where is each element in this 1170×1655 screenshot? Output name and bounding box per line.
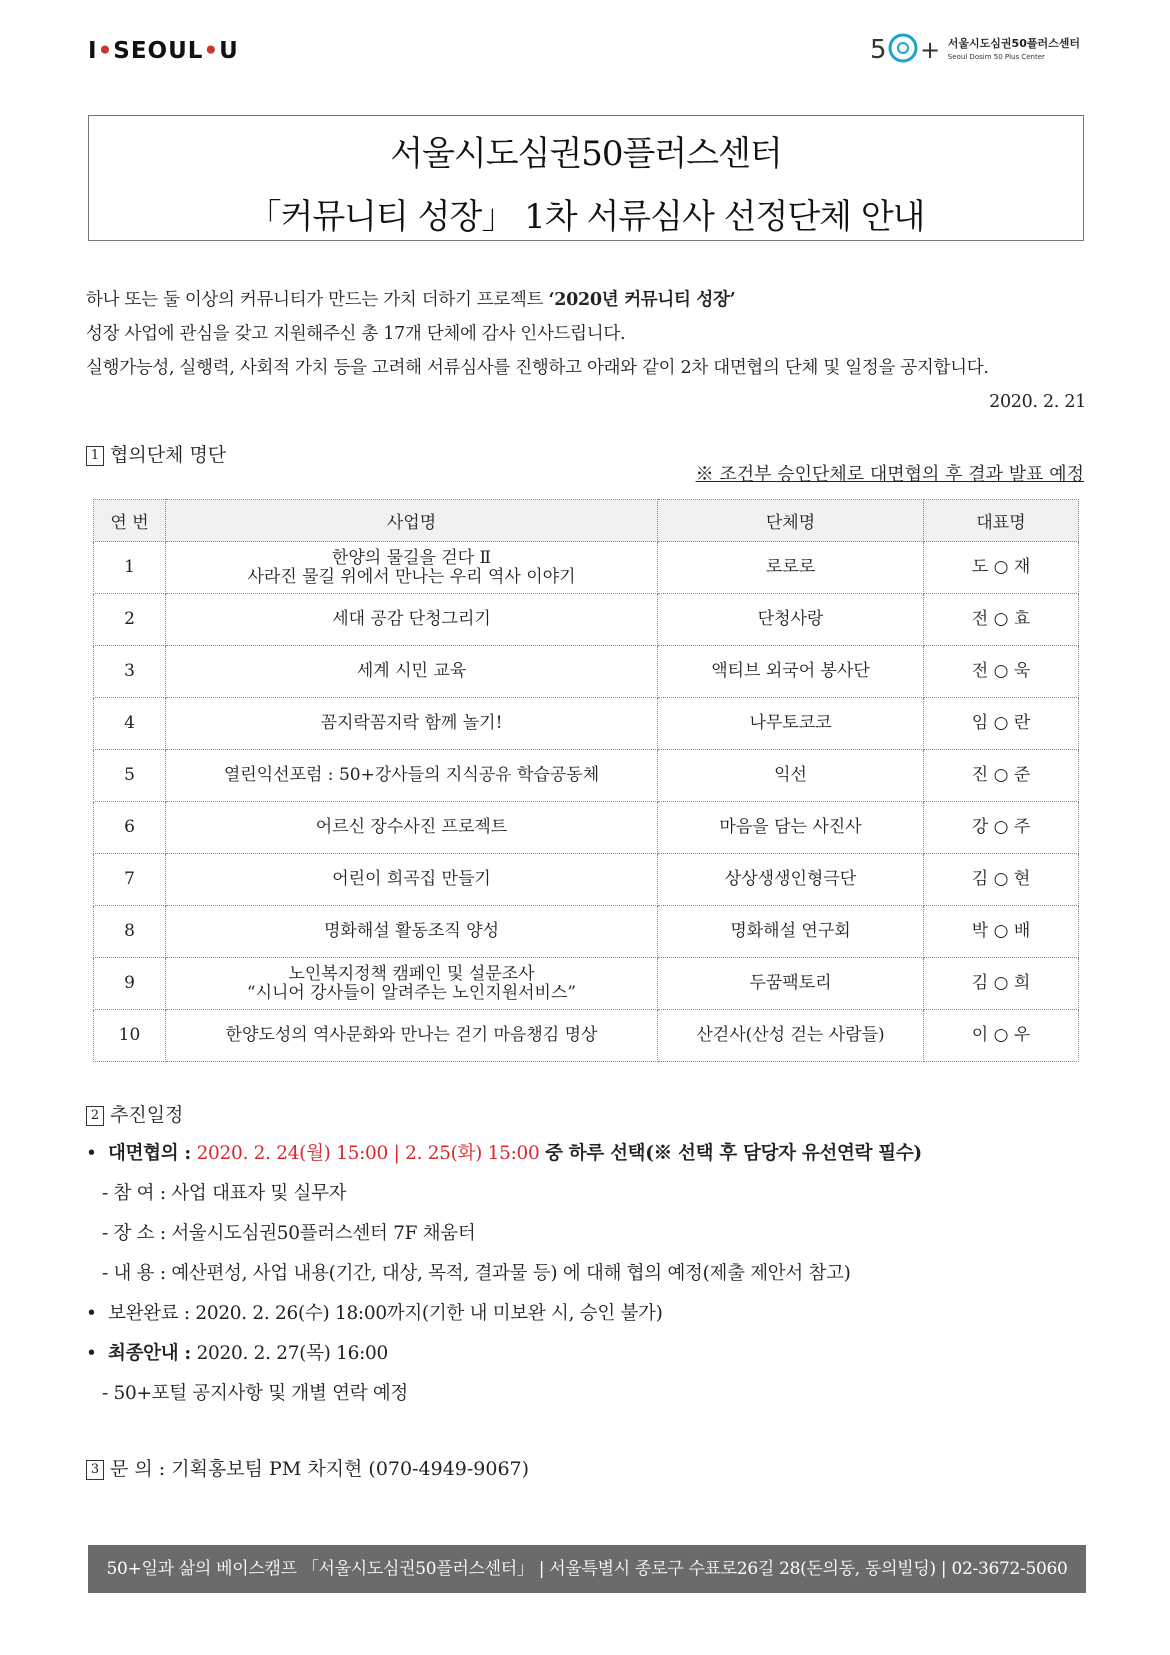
svg-text:5: 5 — [869, 35, 887, 65]
table-row: 4 꼼지락꼼지락 함께 놀기! 나무토코코 임 ○ 란 — [94, 698, 1079, 750]
table-row: 10 한양도성의 역사문화와 만나는 걷기 마음챙김 명상 산걷사(산성 걷는 사람들) 이 ○ 우 — [94, 1010, 1079, 1062]
table-row: 1 한양의 물길을 걷다 Ⅱ 사라진 물길 위에서 만나는 우리 역사 이야기 로로로 도 ○ 재 — [94, 542, 1079, 594]
fifty-plus-icon — [870, 30, 942, 66]
section-1-heading: 1 협의단체 명단 — [86, 440, 226, 467]
table-header-row: 연 번 사업명 단체명 대표명 — [94, 500, 1079, 542]
center-logo — [870, 30, 1080, 66]
table-row: 8 명화해설 활동조직 양성 명화해설 연구회 박 ○ 배 — [94, 906, 1079, 958]
footer-bar: 50+일과 삶의 베이스캠프 「서울시도심권50플러스센터」 | 서울특별시 종로구 수표로26길 28(돈의동, 동의빌딩) | 02-3672-5060 — [88, 1545, 1086, 1593]
intro-text: 하나 또는 둘 이상의 커뮤니티가 만드는 가치 더하기 프로젝트 ‘2020년 커뮤니티 성장’ 성장 사업에 관심을 갖고 지원해주신 총 17개 단체에 감사 인사드립니다. 실행가능성, 실행력, 사회적 가치 등을 고려해 서류심사를 진행하고 아래와 같이 2차 대면협의 단체 및 일정을 공지합니다. 2020. 2. 21 — [86, 283, 1086, 419]
svg-text:+: + — [919, 36, 940, 64]
table-row: 6 어르신 장수사진 프로젝트 마음을 담는 사진사 강 ○ 주 — [94, 802, 1079, 854]
conditional-note: ※ 조건부 승인단체로 대면협의 후 결과 발표 예정 — [695, 464, 1084, 485]
table-row: 9 노인복지정책 캠페인 및 설문조사 “시니어 강사들이 알려주는 노인지원서비스” 두꿈팩토리 김 ○ 희 — [94, 958, 1079, 1010]
table-row: 2 세대 공감 단청그리기 단청사랑 전 ○ 효 — [94, 594, 1079, 646]
notice-date: 2020. 2. 21 — [989, 392, 1086, 412]
schedule: • 대면협의 : 2020. 2. 24(월) 15:00 | 2. 25(화) 15:00 중 하루 선택(※ 선택 후 담당자 유선연락 필수) - 참 여 : 사업 대표자 및 실무자 - 장 소 : 서울시도심권50플러스센터 7F 채움터 - 내 용 : 예산편성, 사업 내용(기간, 대상, 목적, 결과물 등) 에 대해 협의 예정(제출 제안서 참고) • 보완완료 : 2020. 2. 26(수) 18:00까지(기한 내 미보완 시, 승인 불가) • 최종안내 : 2020. 2. 27(목) 16:00 - 50+포털 공지사항 및 개별 연락 예정 — [86, 1134, 922, 1414]
supplement-row: • 보완완료 : 2020. 2. 26(수) 18:00까지(기한 내 미보완 시, 승인 불가) — [86, 1303, 663, 1324]
center-name-ko: 서울시도심권50플러스센터 — [947, 37, 1080, 50]
contact-info: 3 문 의 : 기획홍보팀 PM 차지현 (070-4949-9067) — [86, 1454, 529, 1481]
title-box — [88, 115, 1084, 241]
project-name: ‘2020년 커뮤니티 성장’ — [548, 290, 736, 310]
center-name-en: Seoul Dosim 50 Plus Center — [947, 53, 1045, 61]
group-list-table — [93, 499, 1079, 1062]
title-line-2: 「커뮤니티 성장」 1차 서류심사 선정단체 안내 — [247, 197, 925, 237]
meeting-row: • 대면협의 : 2020. 2. 24(월) 15:00 | 2. 25(화) 15:00 중 하루 선택(※ 선택 후 담당자 유선연락 필수) — [86, 1143, 922, 1164]
final-notice-row: • 최종안내 : 2020. 2. 27(목) 16:00 — [86, 1343, 388, 1364]
i-seoul-u-logo: I•SEOUL•U — [88, 38, 239, 64]
table-row: 7 어린이 희곡집 만들기 상상생생인형극단 김 ○ 현 — [94, 854, 1079, 906]
title-line-1: 서울시도심권50플러스센터 — [390, 134, 782, 174]
table-row: 5 열린익선포럼 : 50+강사들의 지식공유 학습공동체 익선 진 ○ 준 — [94, 750, 1079, 802]
section-2-heading: 2 추진일정 — [86, 1100, 183, 1127]
table-row: 3 세계 시민 교육 액티브 외국어 봉사단 전 ○ 욱 — [94, 646, 1079, 698]
